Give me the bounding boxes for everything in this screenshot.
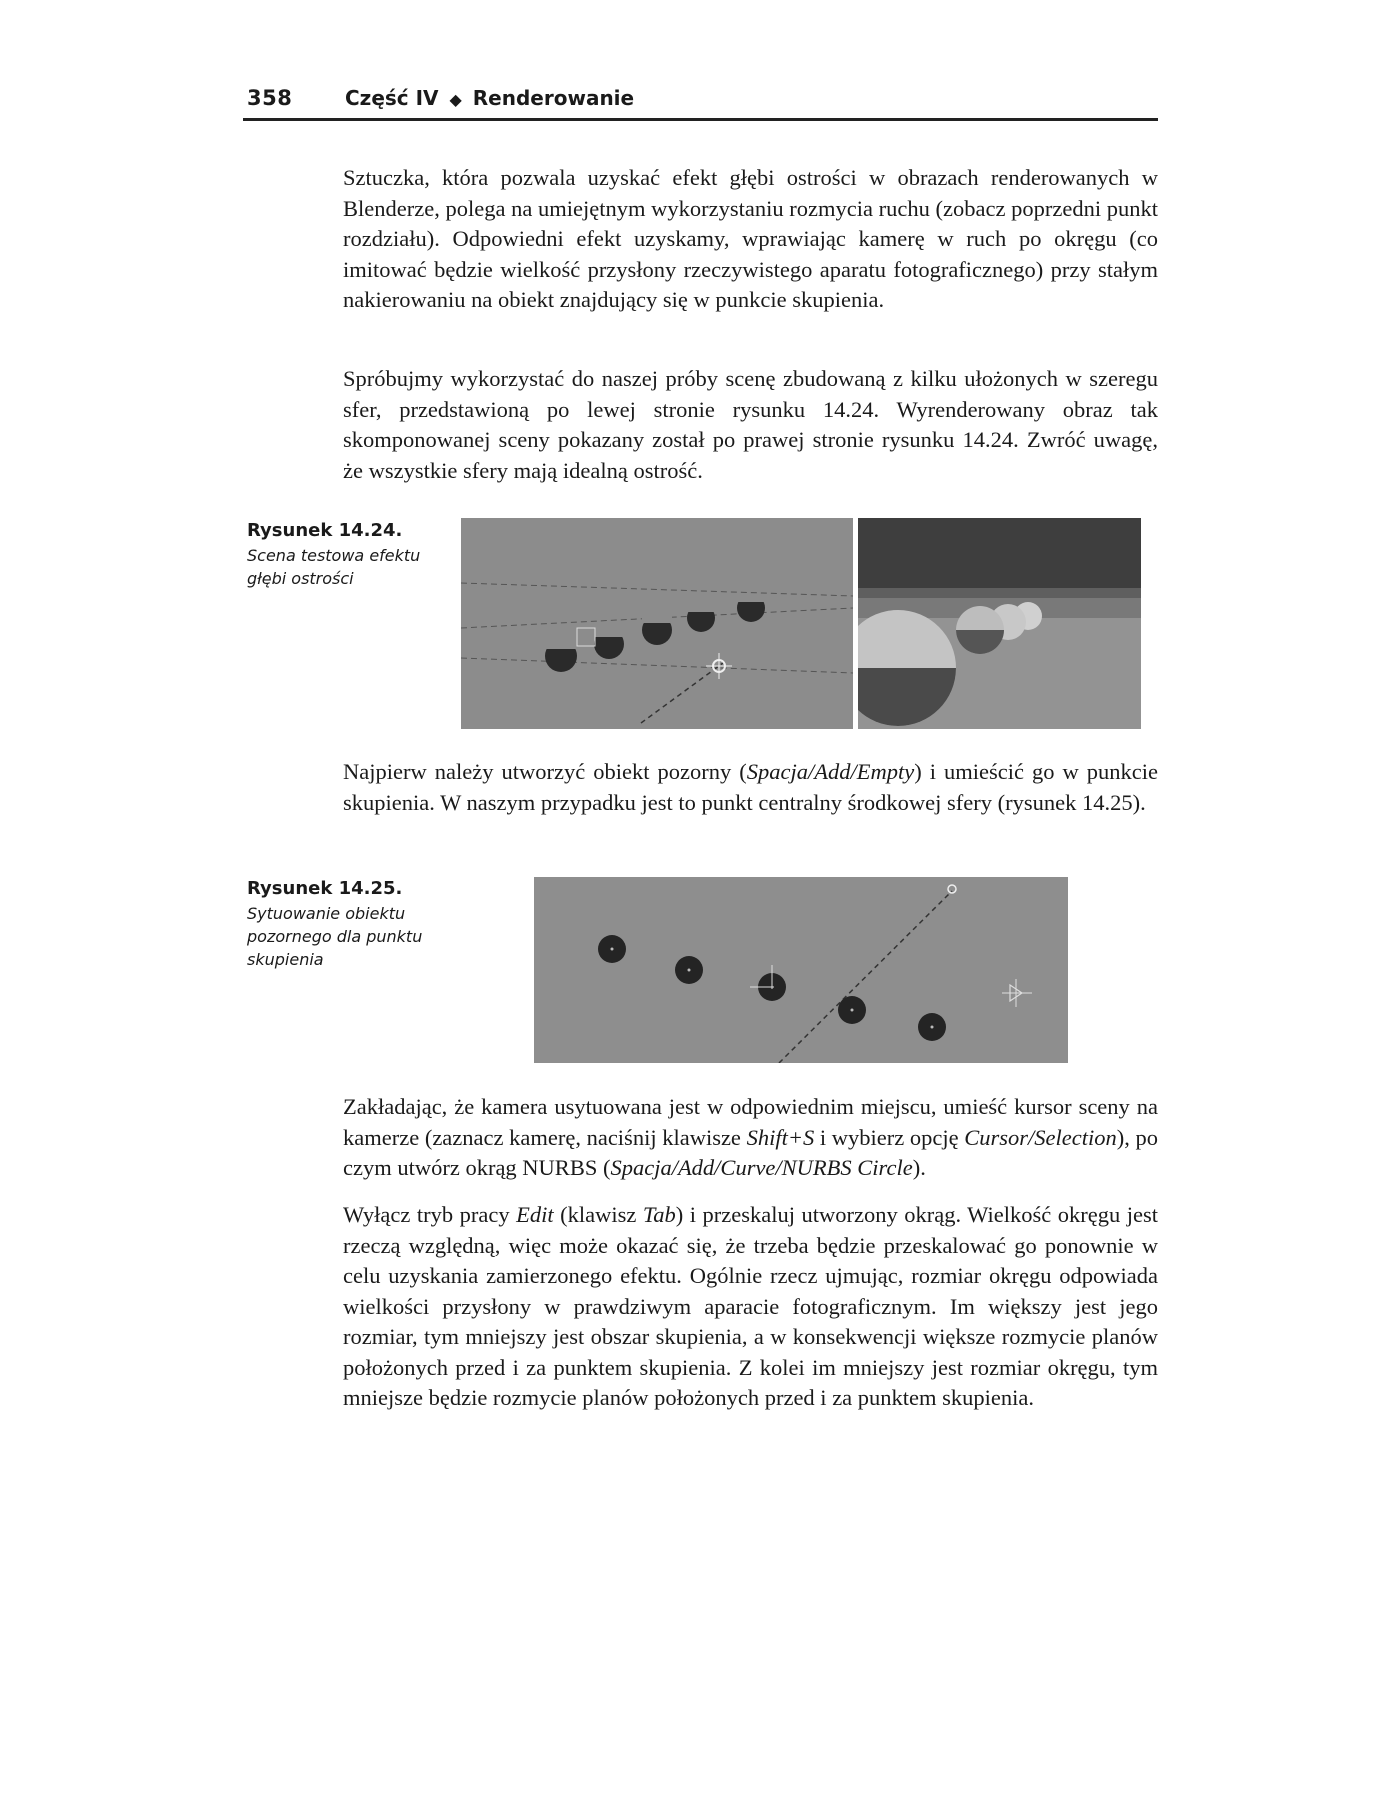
paragraph-scene: Spróbujmy wykorzystać do naszej próby scenę zbudowaną z kilku ułożonych w szeregu sfer, przedstawioną po lewej stronie rysunku 14.24. Wyrenderowany obraz tak skomponowanej sceny pokazany został po prawej stronie rysunku 14.24. Zwróć uwagę, że wszystkie sfery mają idealną ostrość.: [343, 366, 1158, 483]
paragraph-cursor-nurbs: [343, 1092, 1158, 1184]
figure-14-25-viewport: [534, 877, 1068, 1063]
text-run: ) i umieścić go w punkcie skupienia. W naszym przypadku jest to punkt centralny środkowej sfery (rysunek 14.25).: [343, 759, 1159, 815]
figure-label: Rysunek 14.25.: [247, 878, 403, 899]
mode-name: Edit: [516, 1202, 554, 1227]
paragraph-intro: Sztuczka, która pozwala uzyskać efekt głębi ostrości w obrazach renderowanych w Blenderze, polega na umiejętnym wykorzystaniu rozmycia ruchu (zobacz poprzedni punkt rozdziału). Odpowiedni efekt uzyskamy, wprawiając kamerę w ruch po okręgu (co imitować będzie wielkość przysłony rzeczywistego aparatu fotograficznego) przy stałym nakierowaniu na obiekt znajdujący się w punkcie skupienia.: [343, 165, 1158, 312]
text-run: Wyłącz tryb pracy: [343, 1202, 517, 1227]
page-header: [243, 82, 1158, 121]
section-title: Część IV: [345, 86, 439, 110]
figure-caption-14-24: [247, 520, 437, 590]
figure-14-24-render: [858, 518, 1141, 729]
text-run: ), po czym utwórz okrąg NURBS (: [343, 1124, 1158, 1180]
sphere-object: [545, 640, 577, 672]
chapter-title: Renderowanie: [472, 86, 635, 110]
text-run: ) i przeskaluj utworzony okrąg. Wielkość okręgu jest rzeczą względną, więc może okazać się, że trzeba będzie przeskalować go ponownie w celu uzyskania zamierzonego efektu. Ogólnie rzecz ujmując, rozmiar okręgu odpowiada wielkości przysłony w prawdziwym aparacie fotograficznym. Im większy jest jego rozmiar, tym mniejszy jest obszar skupienia, a w konsekwencji większe rozmycie planów położonych przed i za punktem skupienia. Z kolei im mniejszy jest rozmiar okręgu, tym mniejsze będzie rozmycie planów położonych przed i za punktem skupienia.: [343, 1202, 1158, 1410]
menu-path: Spacja/Add/Curve/NURBS Circle: [610, 1155, 913, 1180]
page-number: 358: [247, 86, 293, 110]
running-title: [345, 86, 634, 110]
paragraph-empty-object: [343, 757, 1158, 818]
figure-label: Rysunek 14.24.: [247, 520, 403, 541]
text-run: ).: [912, 1155, 926, 1180]
text-run: Najpierw należy utworzyć obiekt pozorny (: [343, 759, 747, 784]
text-run: (klawisz: [553, 1202, 643, 1227]
menu-path: Cursor/Selection: [964, 1124, 1117, 1150]
figure-caption-14-25: [247, 878, 437, 971]
diamond-icon: ◆: [449, 90, 462, 109]
figure-description: Scena testowa efektu głębi ostrości: [247, 546, 421, 588]
shortcut-text: Tab: [642, 1202, 676, 1227]
text-run: Zakładając, że kamera usytuowana jest w odpowiednim miejscu, umieść kursor sceny na kamerze (zaznacz kamerę, naciśnij klawisze: [343, 1094, 1158, 1150]
figure-14-24-viewport: [461, 518, 853, 729]
menu-path: Spacja/Add/Empty: [746, 759, 915, 784]
paragraph-scale-circle: [343, 1200, 1158, 1414]
figure-description: Sytuowanie obiektu pozornego dla punktu skupienia: [247, 904, 423, 969]
text-run: i wybierz opcję: [814, 1124, 965, 1150]
shortcut-text: Shift+S: [746, 1124, 815, 1150]
